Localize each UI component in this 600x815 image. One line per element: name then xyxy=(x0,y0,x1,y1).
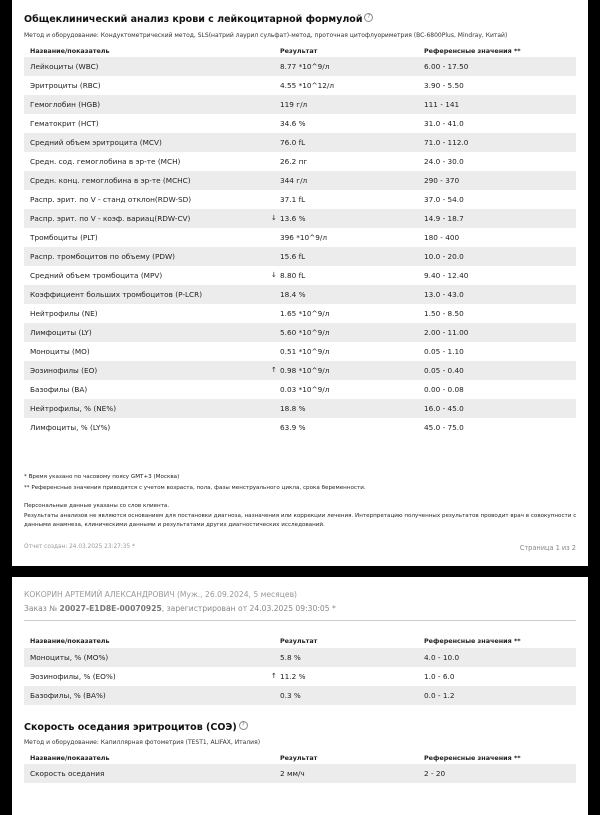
row-result xyxy=(280,114,306,133)
info-icon[interactable]: ? xyxy=(239,721,248,730)
row-result xyxy=(280,228,327,247)
row-ref: 0.05 - 1.10 xyxy=(424,347,464,356)
table-row xyxy=(24,342,576,361)
row-result-value: 26.2 пг xyxy=(280,157,308,166)
row-name: Лимфоциты (LY) xyxy=(30,328,92,337)
report-page-2 xyxy=(12,577,588,815)
row-result-value: 13.6 % xyxy=(280,214,306,223)
row-name: Базофилы, % (BA%) xyxy=(30,691,106,700)
header-name: Название/показатель xyxy=(30,637,110,645)
row-result xyxy=(280,95,307,114)
row-name: Нейтрофилы (NE) xyxy=(30,309,98,318)
row-result-value: 15.6 fL xyxy=(280,252,306,261)
row-result xyxy=(280,648,301,667)
row-result-value: 1.65 *10^9/л xyxy=(280,309,330,318)
table-row xyxy=(24,667,576,686)
table-row xyxy=(24,764,576,783)
row-result-value: 34.6 % xyxy=(280,119,306,128)
row-result-value: 344 г/л xyxy=(280,176,308,185)
row-ref: 3.90 - 5.50 xyxy=(424,81,464,90)
row-name: Моноциты (MO) xyxy=(30,347,90,356)
arrow-down-icon: ↓ xyxy=(271,214,277,222)
row-ref: 10.0 - 20.0 xyxy=(424,252,464,261)
row-ref: 13.0 - 43.0 xyxy=(424,290,464,299)
disclaimer: Результаты анализов не являются основанием для постановки диагноза, назначения или коррекции лечения. Интерпретацию полученных результатов проводит врач в совокупности с данными анамнеза, клиническими данными и результатами других диагностических исследований. xyxy=(24,513,577,528)
row-result xyxy=(280,380,329,399)
row-ref: 31.0 - 41.0 xyxy=(424,119,464,128)
info-icon[interactable]: ? xyxy=(364,13,373,22)
row-result xyxy=(280,76,334,95)
row-name: Гемоглобин (HGB) xyxy=(30,100,101,109)
row-name: Гематокрит (HCT) xyxy=(30,119,99,128)
row-result-value: 63.9 % xyxy=(280,423,306,432)
row-ref: 0.00 - 0.08 xyxy=(424,385,464,394)
row-name: Тромбоциты (PLT) xyxy=(30,233,98,242)
row-result xyxy=(280,323,329,342)
row-name: Средн. сод. гемоглобина в эр-те (MCH) xyxy=(30,157,181,166)
order-info xyxy=(24,604,336,613)
table-row xyxy=(24,133,576,152)
row-ref: 111 - 141 xyxy=(424,100,460,109)
row-name: Распр. эрит. по V - коэф. вариац(RDW-CV) xyxy=(30,214,191,223)
row-ref: 24.0 - 30.0 xyxy=(424,157,464,166)
row-result-value: 5.60 *10^9/л xyxy=(280,328,330,337)
row-result-value: 4.55 *10^12/л xyxy=(280,81,335,90)
row-result xyxy=(271,209,306,228)
table-row xyxy=(24,95,576,114)
row-name: Эозинофилы (EO) xyxy=(30,366,98,375)
order-number: 20027-E1D8E-00070925 xyxy=(59,604,162,613)
table-row xyxy=(24,361,576,380)
method-description: Метод и оборудование: Кондуктометрический метод, SLS(натрий лаурил сульфат)-метод, проточная цитофлуориметрия (BC-6800Plus, Mindray, Китай) xyxy=(24,32,508,39)
row-ref: 14.9 - 18.7 xyxy=(424,214,464,223)
table-row xyxy=(24,152,576,171)
row-result xyxy=(280,342,329,361)
row-name: Скорость оседания xyxy=(30,769,105,778)
report-created: Отчет создан: 24.03.2025 23:27:35 * xyxy=(24,544,135,550)
header-result: Результат xyxy=(280,754,318,762)
row-result-value: 0.51 *10^9/л xyxy=(280,347,330,356)
header-result: Результат xyxy=(280,637,318,645)
row-result xyxy=(280,133,305,152)
row-result xyxy=(280,304,329,323)
row-result-value: 0.3 % xyxy=(280,691,301,700)
row-ref: 0.05 - 0.40 xyxy=(424,366,464,375)
row-result xyxy=(280,399,306,418)
table-header xyxy=(24,44,576,58)
table-header xyxy=(24,751,576,765)
row-name: Коэффициент больших тромбоцитов (P-LCR) xyxy=(30,290,203,299)
row-name: Эритроциты (RBC) xyxy=(30,81,101,90)
row-result-value: 18.4 % xyxy=(280,290,306,299)
row-result-value: 18.8 % xyxy=(280,404,306,413)
row-ref: 1.0 - 6.0 xyxy=(424,672,455,681)
row-result-value: 5.8 % xyxy=(280,653,301,662)
row-name: Лейкоциты (WBC) xyxy=(30,62,99,71)
row-ref: 2.00 - 11.00 xyxy=(424,328,469,337)
row-result xyxy=(280,247,305,266)
row-ref: 180 - 400 xyxy=(424,233,460,242)
row-name: Базофилы (BA) xyxy=(30,385,88,394)
row-result-value: 8.80 fL xyxy=(280,271,306,280)
table-row xyxy=(24,190,576,209)
row-result-value: 2 мм/ч xyxy=(280,769,305,778)
report-page-1 xyxy=(12,0,588,566)
time-note: * Время указано по часовому поясу GMT+3 (Москва) xyxy=(24,474,180,480)
section-title-cbc: Общеклинический анализ крови с лейкоцитарной формулой ? xyxy=(24,13,373,25)
row-ref: 45.0 - 75.0 xyxy=(424,423,464,432)
table-row xyxy=(24,171,576,190)
row-result xyxy=(271,667,306,686)
table-row xyxy=(24,266,576,285)
method-description: Метод и оборудование: Капиллярная фотометрия (TEST1, ALIFAX, Италия) xyxy=(24,739,261,746)
row-result-value: 76.0 fL xyxy=(280,138,306,147)
header-ref: Референсные значения ** xyxy=(424,754,521,762)
table-row xyxy=(24,648,576,667)
header-ref: Референсные значения ** xyxy=(424,637,521,645)
divider xyxy=(24,620,576,621)
row-name: Лимфоциты, % (LY%) xyxy=(30,423,111,432)
row-result xyxy=(280,171,307,190)
row-ref: 16.0 - 45.0 xyxy=(424,404,464,413)
table-row xyxy=(24,285,576,304)
row-result xyxy=(271,266,306,285)
row-result-value: 396 *10^9/л xyxy=(280,233,328,242)
table-row xyxy=(24,304,576,323)
section-title-esr: Скорость оседания эритроцитов (СОЭ) ? xyxy=(24,721,248,733)
row-ref: 37.0 - 54.0 xyxy=(424,195,464,204)
table-row xyxy=(24,323,576,342)
row-result-value: 11.2 % xyxy=(280,672,306,681)
row-result-value: 0.03 *10^9/л xyxy=(280,385,330,394)
row-name: Распр. тромбоцитов по объему (PDW) xyxy=(30,252,176,261)
row-result xyxy=(280,57,329,76)
table-row xyxy=(24,209,576,228)
row-result xyxy=(280,190,305,209)
header-ref: Референсные значения ** xyxy=(424,47,521,55)
table-row xyxy=(24,76,576,95)
row-ref: 1.50 - 8.50 xyxy=(424,309,464,318)
row-ref: 0.0 - 1.2 xyxy=(424,691,455,700)
table-row xyxy=(24,57,576,76)
table-row xyxy=(24,418,576,437)
row-ref: 4.0 - 10.0 xyxy=(424,653,460,662)
row-name: Нейтрофилы, % (NE%) xyxy=(30,404,117,413)
row-ref: 290 - 370 xyxy=(424,176,460,185)
row-result xyxy=(280,418,306,437)
order-prefix: Заказ № xyxy=(24,604,58,613)
row-name: Средний объем эритроцита (MCV) xyxy=(30,138,162,147)
ref-note: ** Референсные значения приводятся с учетом возраста, пола, фазы менструального цикла, срока беременности. xyxy=(24,485,366,491)
arrow-down-icon: ↓ xyxy=(271,271,277,279)
header-result: Результат xyxy=(280,47,318,55)
row-name: Моноциты, % (MO%) xyxy=(30,653,109,662)
table-row xyxy=(24,399,576,418)
page-number: Страница 1 из 2 xyxy=(519,544,576,552)
arrow-up-icon: ↑ xyxy=(271,672,277,680)
row-ref: 2 - 20 xyxy=(424,769,446,778)
arrow-up-icon: ↑ xyxy=(271,366,277,374)
table-row xyxy=(24,247,576,266)
row-result xyxy=(280,686,301,705)
row-result-value: 37.1 fL xyxy=(280,195,306,204)
row-name: Эозинофилы, % (EO%) xyxy=(30,672,116,681)
row-ref: 71.0 - 112.0 xyxy=(424,138,469,147)
patient-info: КОКОРИН АРТЕМИЙ АЛЕКСАНДРОВИЧ (Муж., 26.09.2024, 5 месяцев) xyxy=(24,590,298,599)
row-name: Средний объем тромбоцита (MPV) xyxy=(30,271,163,280)
row-ref: 9.40 - 12.40 xyxy=(424,271,469,280)
row-ref: 6.00 - 17.50 xyxy=(424,62,469,71)
header-name: Название/показатель xyxy=(30,47,110,55)
row-result xyxy=(271,361,330,380)
table-row xyxy=(24,114,576,133)
table-row xyxy=(24,228,576,247)
table-row xyxy=(24,686,576,705)
row-result xyxy=(280,285,306,304)
row-result xyxy=(280,764,305,783)
order-suffix: , зарегистрирован от 24.03.2025 09:30:05 * xyxy=(161,604,336,613)
row-name: Распр. эрит. по V - станд отклон(RDW-SD) xyxy=(30,195,192,204)
table-row xyxy=(24,380,576,399)
row-result xyxy=(280,152,307,171)
row-name: Средн. конц. гемоглобина в эр-те (MCHC) xyxy=(30,176,191,185)
personal-note: Персональные данные указаны со слов клиента. xyxy=(24,503,170,509)
row-result-value: 8.77 *10^9/л xyxy=(280,62,330,71)
row-result-value: 119 г/л xyxy=(280,100,308,109)
header-name: Название/показатель xyxy=(30,754,110,762)
row-result-value: 0.98 *10^9/л xyxy=(280,366,330,375)
table-header xyxy=(24,634,576,648)
